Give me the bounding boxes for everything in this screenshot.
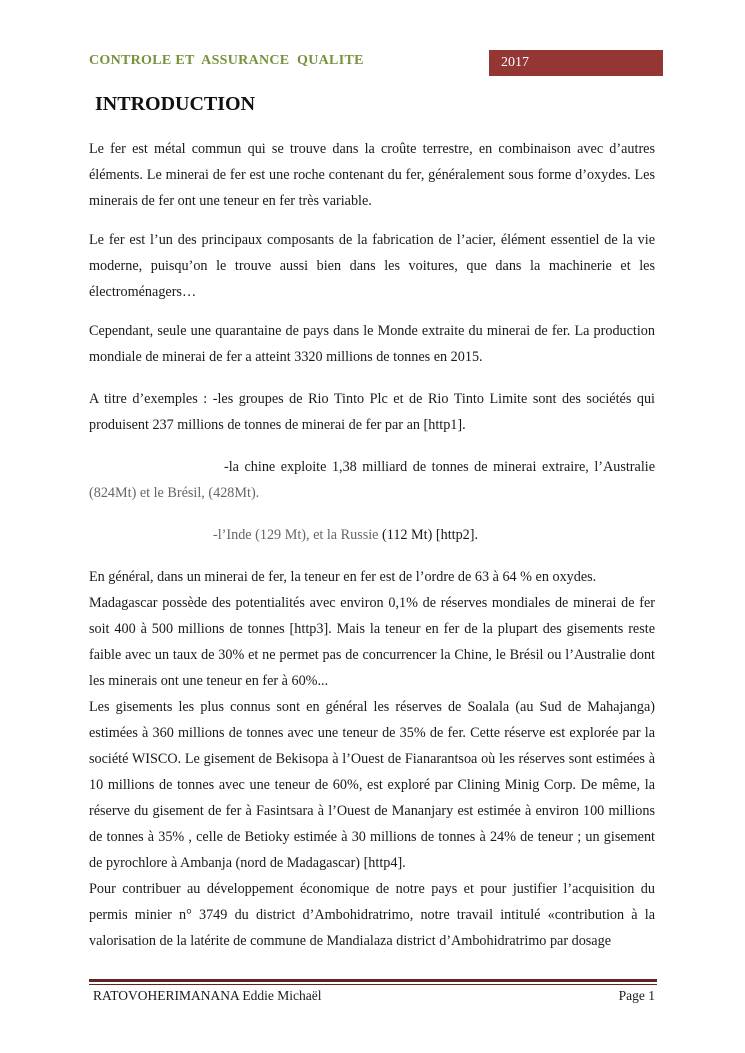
paragraph-10: Pour contribuer au développement économique de notre pays et pour justifier l’acquisition du permis minier n° 3749 du district d’Ambohidratrimo, notre travail intitulé «contribution à la valorisation de la latérite de commune de Mandialaza district d’Ambohidratrimo par dosage	[89, 881, 655, 949]
paragraph-6-main: -l’Inde (129 Mt), et la Russie	[213, 527, 379, 543]
paragraph-5-main: -la chine exploite 1,38 milliard de tonnes de minerai extraire, l’Australie	[224, 459, 655, 475]
footer-author: RATOVOHERIMANANA Eddie Michaël	[93, 988, 322, 1003]
header-title: CONTROLE ET ASSURANCE QUALITE	[89, 53, 364, 68]
document-body	[89, 136, 655, 954]
page-heading: INTRODUCTION	[95, 93, 256, 115]
footer-divider-thin	[89, 984, 657, 985]
paragraph-5	[89, 454, 655, 506]
paragraph-8: Madagascar possède des potentialités avec environ 0,1% de réserves mondiales de minerai de fer soit 400 à 500 millions de tonnes [http3]. Mais la teneur en fer de la plupart des gisements reste faible avec un taux de 30% et ne permet pas de concurrencer la Chine, le Brésil ou l’Australie dont les minerais ont une teneur en fer à 60%...	[89, 595, 655, 689]
paragraph-9: Les gisements les plus connus sont en général les réserves de Soalala (au Sud de Mahajanga) estimées à 360 millions de tonnes avec une teneur de 35% de fer. Cette réserve est explorée par la société WISCO. Le gisement de Bekisopa à l’Ouest de Fianarantsoa où les réserves sont estimées à 10 millions de tonnes avec une teneur de 60%, est exploré par Clining Minig Corp. De même, la réserve du gisement de fer à Fasintsara à l’Ouest de Mananjary est estimée à environ 100 millions de tonnes à 35% , celle de Betioky estimée à 30 millions de tonnes à 24% de teneur ; un gisement de pyrochlore à Ambanja (nord de Madagascar) [http4].	[89, 699, 655, 871]
paragraph-3: Cependant, seule une quarantaine de pays dans le Monde extraite du minerai de fer. La production mondiale de minerai de fer a atteint 3320 millions de tonnes en 2015.	[89, 323, 655, 365]
page-number: Page 1	[618, 988, 655, 1003]
paragraph-4: A titre d’exemples : -les groupes de Rio Tinto Plc et de Rio Tinto Limite sont des sociétés qui produisent 237 millions de tonnes de minerai de fer par an [http1].	[89, 391, 655, 433]
footer-divider	[89, 979, 657, 982]
paragraph-2: Le fer est l’un des principaux composants de la fabrication de l’acier, élément essentiel de la vie moderne, puisqu’on le trouve aussi bien dans les voitures, que dans la machinerie et les électroménagers…	[89, 232, 655, 300]
paragraph-7: En général, dans un minerai de fer, la teneur en fer est de l’ordre de 63 à 64 % en oxydes.	[89, 569, 597, 585]
paragraph-6	[89, 522, 655, 548]
header-year-badge: 2017	[489, 50, 663, 76]
paragraph-1: Le fer est métal commun qui se trouve dans la croûte terrestre, en combinaison avec d’autres éléments. Le minerai de fer est une roche contenant du fer, généralement sous forme d’oxydes. Les minerais de fer ont une teneur en fer très variable.	[89, 141, 655, 209]
paragraph-6-figures: (112 Mt) [http2].	[378, 527, 479, 543]
paragraph-5-figures: (824Mt) et le Brésil, (428Mt).	[89, 485, 260, 501]
